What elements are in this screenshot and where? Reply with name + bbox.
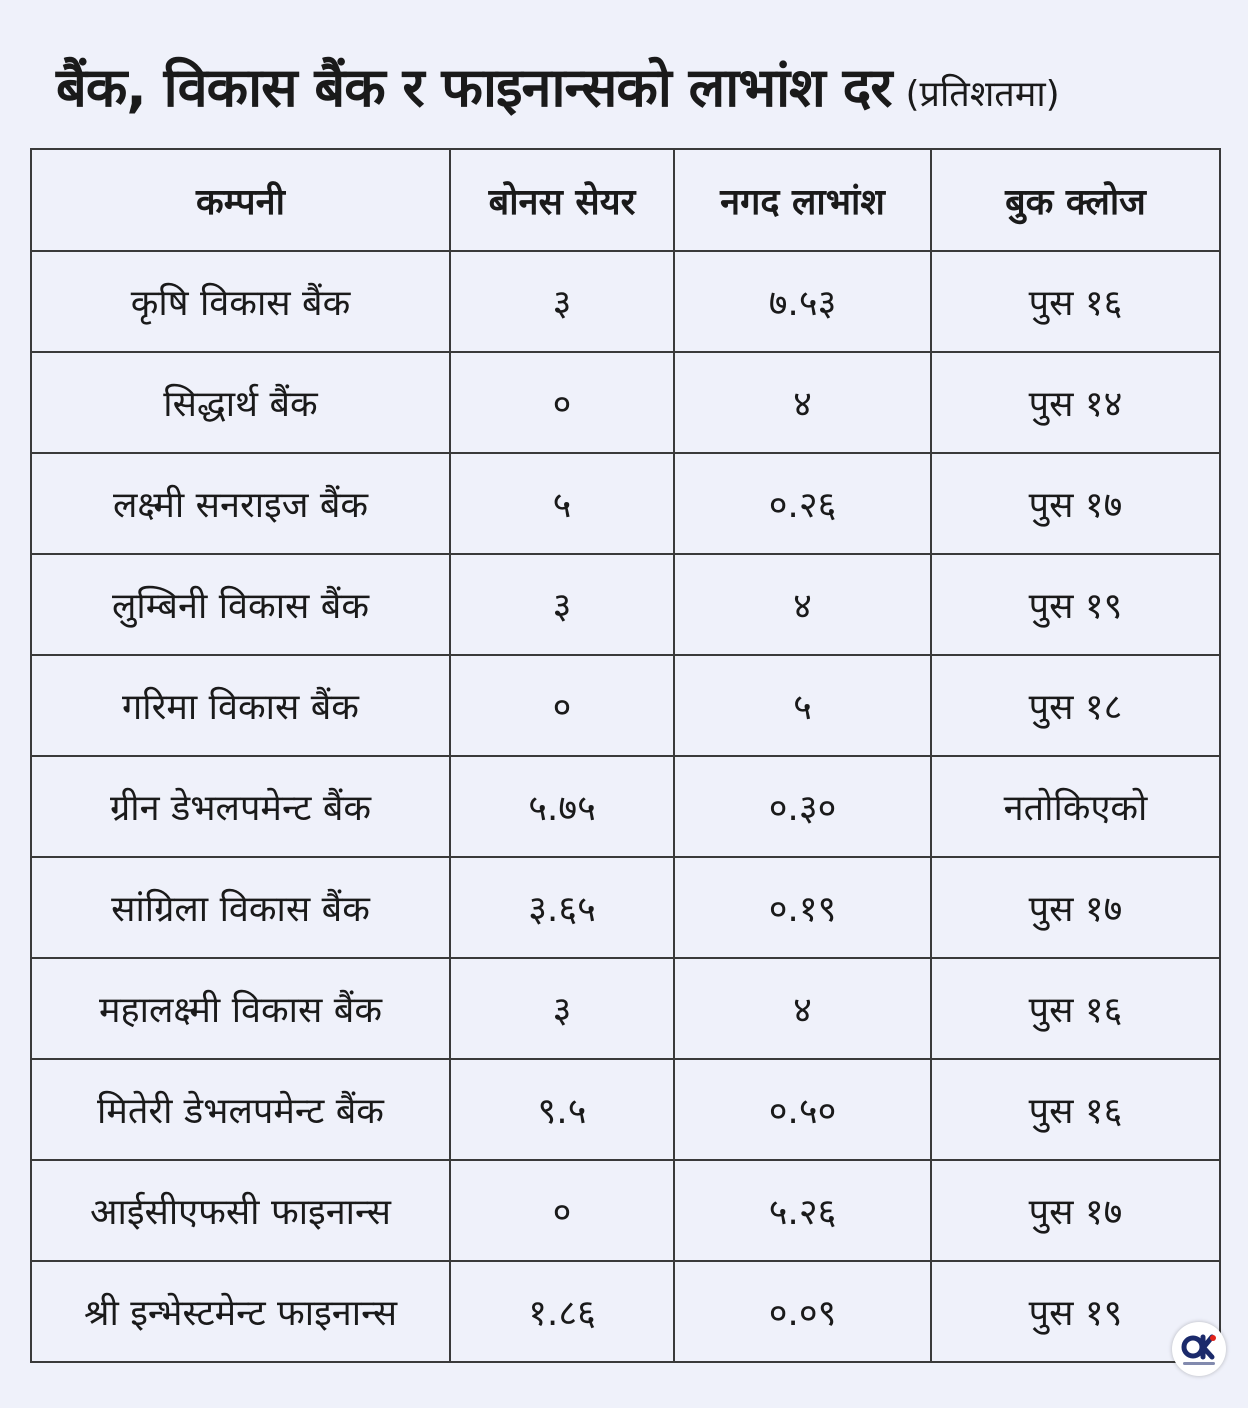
cell-book-close: पुस १७ xyxy=(931,857,1220,958)
dividend-table xyxy=(30,148,1221,1363)
cell-cash-dividend: ७.५३ xyxy=(674,251,931,352)
cell-company: मितेरी डेभलपमेन्ट बैंक xyxy=(31,1059,450,1160)
header-bonus-share: बोनस सेयर xyxy=(450,149,674,251)
cell-cash-dividend: ५.२६ xyxy=(674,1160,931,1261)
cell-cash-dividend: ४ xyxy=(674,958,931,1059)
header-book-close: बुक क्लोज xyxy=(931,149,1220,251)
table-header-row xyxy=(31,149,1220,251)
table-row xyxy=(31,554,1220,655)
title-unit: (प्रतिशतमा) xyxy=(905,74,1060,115)
cell-bonus-share: ९.५ xyxy=(450,1059,674,1160)
cell-cash-dividend: ५ xyxy=(674,655,931,756)
table-row xyxy=(31,756,1220,857)
table-row xyxy=(31,352,1220,453)
cell-book-close: पुस १७ xyxy=(931,453,1220,554)
cell-bonus-share: १.८६ xyxy=(450,1261,674,1362)
cell-company: सांग्रिला विकास बैंक xyxy=(31,857,450,958)
cell-bonus-share: ३ xyxy=(450,554,674,655)
ok-logo-icon xyxy=(1172,1322,1226,1376)
cell-book-close: पुस १९ xyxy=(931,1261,1220,1362)
cell-bonus-share: ५ xyxy=(450,453,674,554)
onlinekhabar-logo xyxy=(1172,1322,1226,1376)
cell-bonus-share: ० xyxy=(450,1160,674,1261)
table-row xyxy=(31,655,1220,756)
cell-bonus-share: ५.७५ xyxy=(450,756,674,857)
cell-bonus-share: ३.६५ xyxy=(450,857,674,958)
cell-company: लुम्बिनी विकास बैंक xyxy=(31,554,450,655)
cell-cash-dividend: ४ xyxy=(674,554,931,655)
cell-cash-dividend: ०.३० xyxy=(674,756,931,857)
cell-book-close: नतोकिएको xyxy=(931,756,1220,857)
cell-book-close: पुस १७ xyxy=(931,1160,1220,1261)
cell-company: आईसीएफसी फाइनान्स xyxy=(31,1160,450,1261)
cell-cash-dividend: ४ xyxy=(674,352,931,453)
cell-bonus-share: ३ xyxy=(450,251,674,352)
cell-book-close: पुस १८ xyxy=(931,655,1220,756)
cell-company: गरिमा विकास बैंक xyxy=(31,655,450,756)
table-row xyxy=(31,1059,1220,1160)
header-company: कम्पनी xyxy=(31,149,450,251)
cell-book-close: पुस १४ xyxy=(931,352,1220,453)
cell-book-close: पुस १९ xyxy=(931,554,1220,655)
cell-cash-dividend: ०.१९ xyxy=(674,857,931,958)
cell-company: महालक्ष्मी विकास बैंक xyxy=(31,958,450,1059)
table-row xyxy=(31,1261,1220,1362)
table-row xyxy=(31,1160,1220,1261)
cell-cash-dividend: ०.२६ xyxy=(674,453,931,554)
table-row xyxy=(31,958,1220,1059)
cell-company: कृषि विकास बैंक xyxy=(31,251,450,352)
cell-cash-dividend: ०.०९ xyxy=(674,1261,931,1362)
cell-company: श्री इन्भेस्टमेन्ट फाइनान्स xyxy=(31,1261,450,1362)
cell-company: सिद्धार्थ बैंक xyxy=(31,352,450,453)
title-main: बैंक, विकास बैंक र फाइनान्सको लाभांश दर xyxy=(56,56,892,119)
cell-cash-dividend: ०.५० xyxy=(674,1059,931,1160)
cell-book-close: पुस १६ xyxy=(931,1059,1220,1160)
page-title xyxy=(56,48,1060,148)
cell-company: ग्रीन डेभलपमेन्ट बैंक xyxy=(31,756,450,857)
cell-bonus-share: ० xyxy=(450,352,674,453)
cell-bonus-share: ० xyxy=(450,655,674,756)
table-row xyxy=(31,453,1220,554)
cell-company: लक्ष्मी सनराइज बैंक xyxy=(31,453,450,554)
cell-book-close: पुस १६ xyxy=(931,958,1220,1059)
cell-bonus-share: ३ xyxy=(450,958,674,1059)
header-cash-dividend: नगद लाभांश xyxy=(674,149,931,251)
table-row xyxy=(31,251,1220,352)
cell-book-close: पुस १६ xyxy=(931,251,1220,352)
table-row xyxy=(31,857,1220,958)
